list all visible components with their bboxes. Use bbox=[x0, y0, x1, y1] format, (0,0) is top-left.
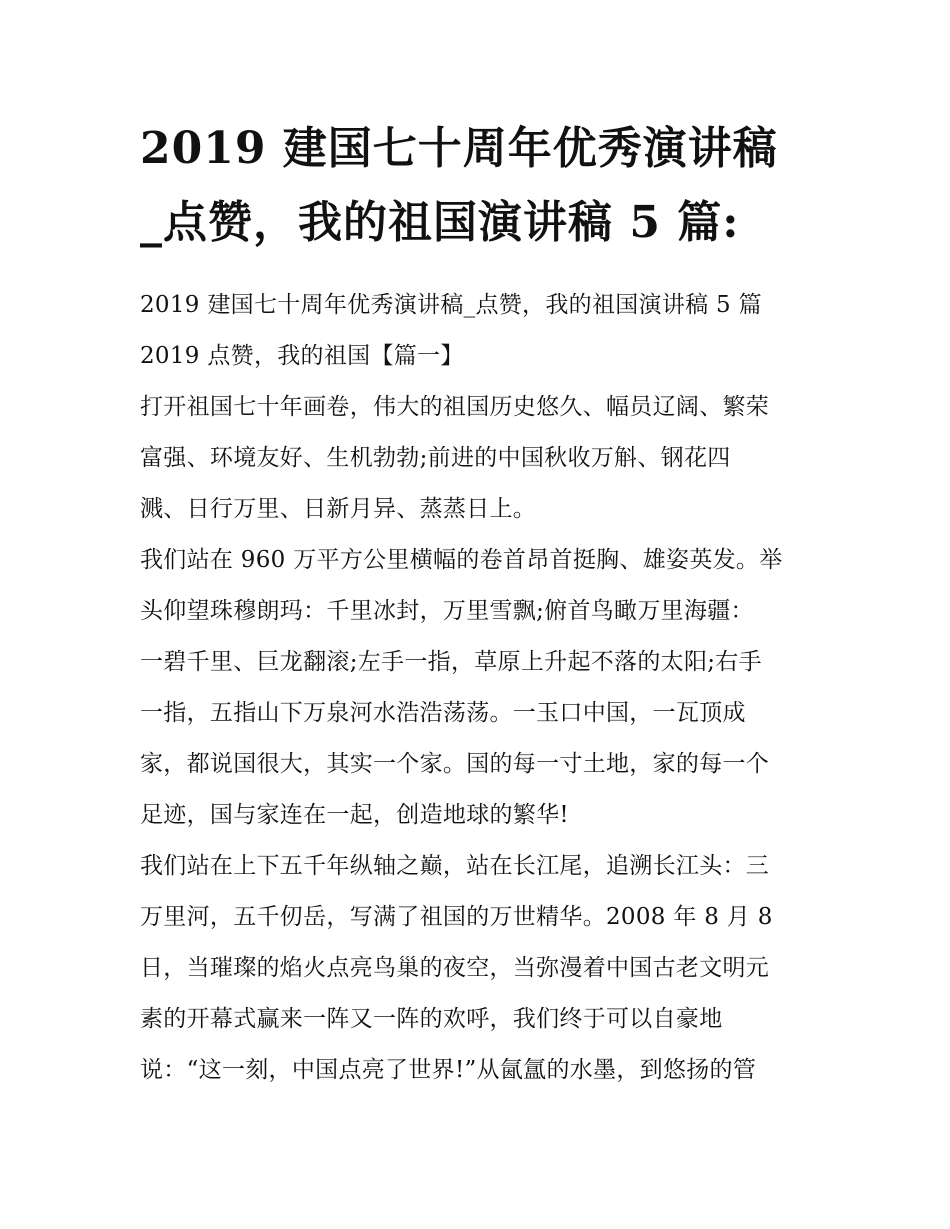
body-line: 富强、环境友好、生机勃勃;前进的中国秋收万斛、钢花四 bbox=[140, 445, 731, 471]
document-page bbox=[140, 112, 820, 1096]
body-line: 打开祖国七十年画卷，伟大的祖国历史悠久、幅员辽阔、繁荣 bbox=[140, 394, 770, 420]
body-line: 足迹，国与家连在一起，创造地球的繁华! bbox=[140, 802, 569, 828]
body-line: 日，当璀璨的焰火点亮鸟巢的夜空，当弥漫着中国古老文明元 bbox=[140, 955, 770, 981]
body-line: 家，都说国很大，其实一个家。国的每一寸土地，家的每一个 bbox=[140, 751, 770, 777]
body-line: 我们站在上下五千年纵轴之巅，站在长江尾，追溯长江头：三 bbox=[140, 853, 770, 879]
body-line: 说：“这一刻，中国点亮了世界!”从氤氲的水墨，到悠扬的管 bbox=[140, 1057, 757, 1083]
title-line-2: _点赞，我的祖国演讲稿 5 篇: bbox=[140, 197, 740, 248]
body-line: 2019 点赞，我的祖国【篇一】 bbox=[140, 343, 464, 369]
body-line: 万里河，五千仞岳，写满了祖国的万世精华。2008 年 8 月 8 bbox=[140, 904, 773, 930]
body-line: 一碧千里、巨龙翻滚;左手一指，草原上升起不落的太阳;右手 bbox=[140, 649, 762, 675]
body-line: 我们站在 960 万平方公里横幅的卷首昂首挺胸、雄姿英发。举 bbox=[140, 547, 783, 573]
body-line: 一指，五指山下万泉河水浩浩荡荡。一玉口中国，一瓦顶成 bbox=[140, 700, 746, 726]
title-line-1: 2019 建国七十周年优秀演讲稿 bbox=[140, 123, 778, 174]
body-line: 溅、日行万里、日新月异、蒸蒸日上。 bbox=[140, 496, 537, 522]
document-title bbox=[140, 112, 820, 260]
body-line: 头仰望珠穆朗玛：千里冰封，万里雪飘;俯首鸟瞰万里海疆： bbox=[140, 598, 754, 624]
body-line: 素的开幕式赢来一阵又一阵的欢呼，我们终于可以自豪地 bbox=[140, 1006, 723, 1032]
body-line: 2019 建国七十周年优秀演讲稿_点赞，我的祖国演讲稿 5 篇 bbox=[140, 292, 762, 318]
document-body bbox=[140, 280, 820, 1096]
